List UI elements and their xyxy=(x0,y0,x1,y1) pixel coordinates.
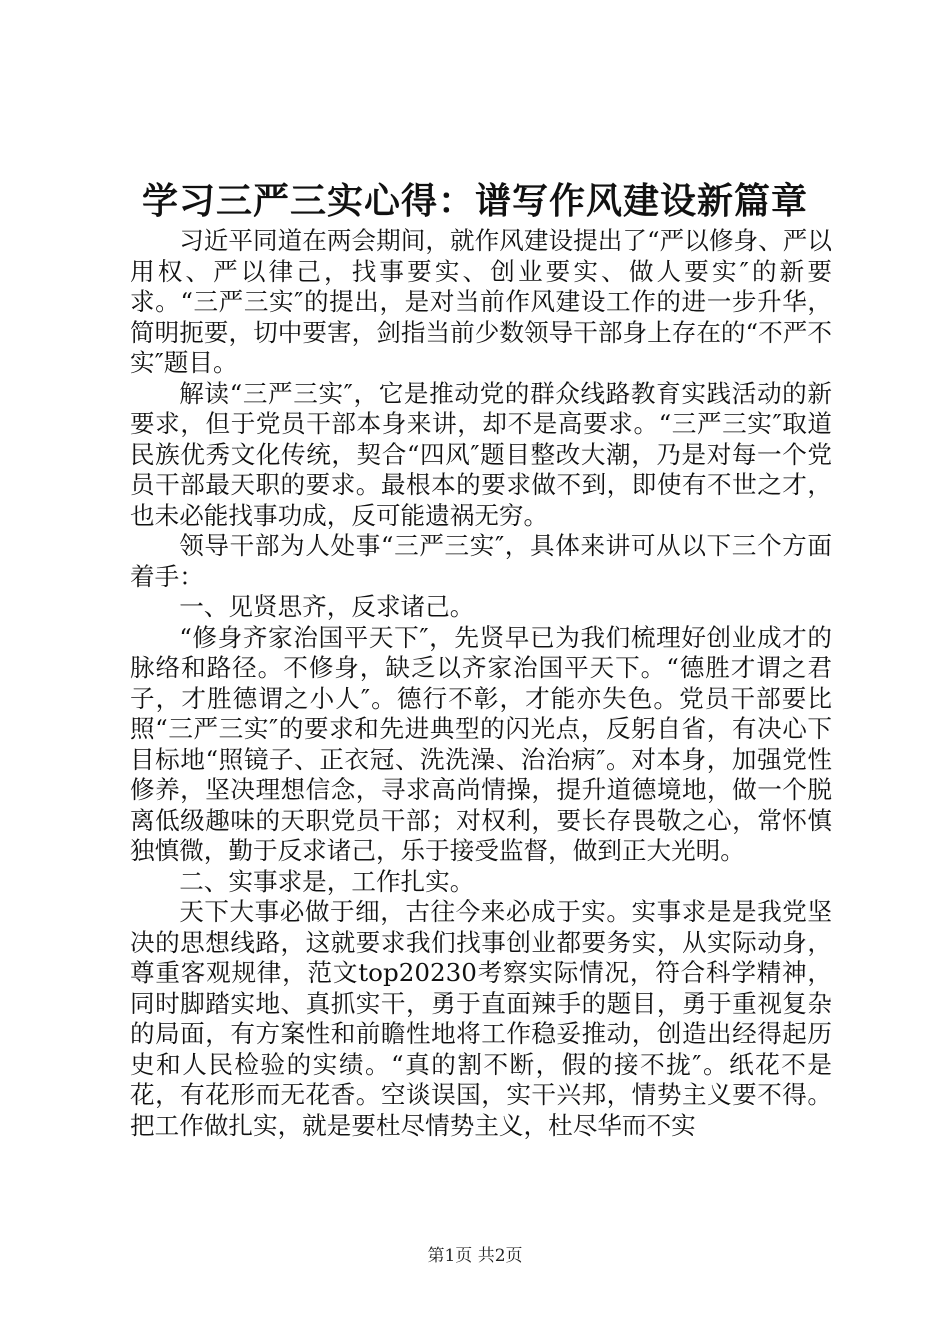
paragraph: 领导干部为人处事“三严三实″，具体来讲可从以下三个方面着手： xyxy=(130,531,832,591)
paragraph: 解读“三严三实″，它是推动党的群众线路教育实践活动的新要求，但于党员干部本身来讲，却不是高要求。“三严三实″取道民族优秀文化传统，契合“四风″题目整改大潮，乃是对每一个党员干部最天职的要求。最根本的要求做不到，即使有不世之才，也未必能找事功成，反可能遗祸无穷。 xyxy=(130,378,832,530)
document-body xyxy=(130,226,832,1141)
paragraph: 习近平同道在两会期间，就作风建设提出了“严以修身、严以用权、严以律己，找事要实、创业要实、做人要实″的新要求。“三严三实″的提出，是对当前作风建设工作的进一步升华，简明扼要，切中要害，剑指当前少数领导干部身上存在的“不严不实″题目。 xyxy=(130,226,832,377)
section-heading: 一、见贤思齐，反求诸己。 xyxy=(179,592,475,621)
page-title: 学习三严三实心得：谱写作风建设新篇章 xyxy=(141,181,808,222)
paragraph: 天下大事必做于细，古往今来必成于实。实事求是是我党坚决的思想线路，这就要求我们找事创业都要务实，从实际动身，尊重客观规律，范文top20230考察实际情况，符合科学精神，同时脚踏实地、真抓实干，勇于直面辣手的题目，勇于重视复杂的局面，有方案性和前瞻性地将工作稳妥推动，创造出经得起历史和人民检验的实绩。“真的割不断，假的接不拢″。纸花不是花，有花形而无花香。空谈误国，实干兴邦，情势主义要不得。把工作做扎实，就是要杜尽情势主义，杜尽华而不实 xyxy=(130,897,832,1140)
page-number-footer: 第1页 共2页 xyxy=(427,1246,523,1266)
paragraph: “修身齐家治国平天下″，先贤早已为我们梳理好创业成才的脉络和路径。不修身，缺乏以齐家治国平天下。“德胜才谓之君子，才胜德谓之小人″。德行不彰，才能亦失色。党员干部要比照“三严三实″的要求和先进典型的闪光点，反躬自省，有决心下目标地“照镜子、正衣冠、洗洗澡、治治病″。对本身，加强党性修养，坚决理想信念，寻求高尚情操，提升道德境地，做一个脱离低级趣味的天职党员干部；对权利，要长存畏敬之心，常怀慎独慎微，勤于反求诸己，乐于接受监督，做到正大光明。 xyxy=(130,622,832,865)
section-heading: 二、实事求是，工作扎实。 xyxy=(179,866,475,896)
